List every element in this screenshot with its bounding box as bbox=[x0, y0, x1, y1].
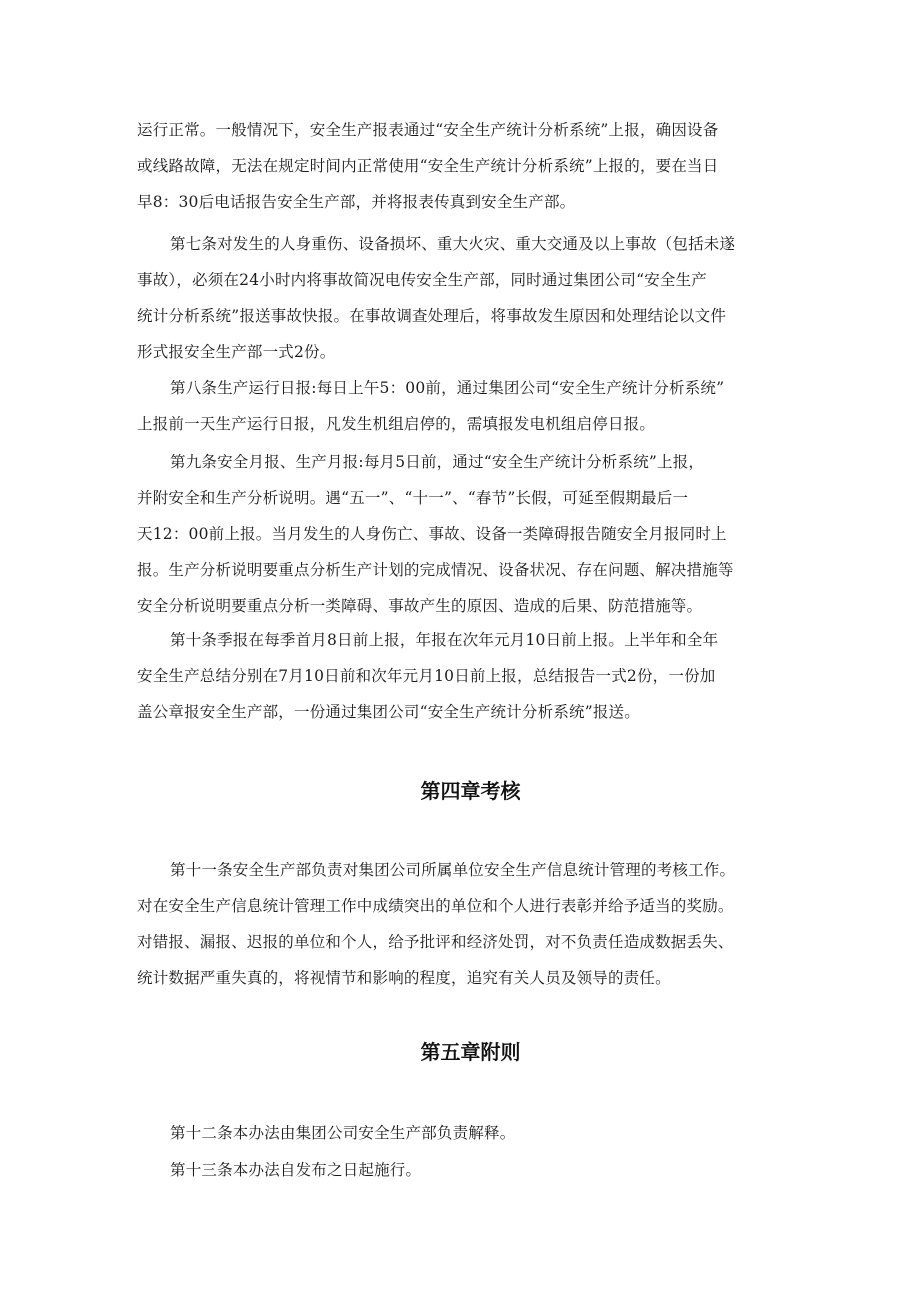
paragraph-article-6-continued bbox=[137, 112, 804, 220]
text-line: 第十二条本办法由集团公司安全生产部负责解释。 bbox=[170, 1124, 516, 1142]
text-line: 对错报、漏报、迟报的单位和个人，给予批评和经济处罚，对不负责任造成数据丢失、 bbox=[137, 933, 734, 951]
chapter-5-heading: 第五章附则 bbox=[420, 1040, 521, 1064]
text-line: 统计分析系统”报送事故快报。在事故调查处理后，将事故发生原因和处理结论以文件 bbox=[137, 307, 727, 325]
text-line: 第八条生产运行日报:每日上午5：00前，通过集团公司“安全生产统计分析系统” bbox=[170, 379, 725, 397]
text-line: 第十一条安全生产部负责对集团公司所属单位安全生产信息统计管理的考核工作。 bbox=[170, 861, 736, 879]
text-line: 第十条季报在每季首月8日前上报，年报在次年元月10日前上报。上半年和全年 bbox=[170, 631, 719, 649]
paragraph-article-7 bbox=[137, 226, 804, 370]
text-line: 早8：30后电话报告安全生产部，并将报表传真到安全生产部。 bbox=[137, 193, 576, 211]
text-line: 并附安全和生产分析说明。遇“五一”、“十一”、“春节”长假，可延至假期最后一 bbox=[137, 489, 689, 507]
text-line: 天12：00前上报。当月发生的人身伤亡、事故、设备一类障碍报告随安全月报同时上 bbox=[137, 525, 727, 543]
paragraph-article-9 bbox=[137, 444, 804, 624]
paragraph-article-11 bbox=[137, 852, 804, 996]
paragraph-article-10 bbox=[137, 622, 804, 730]
text-line: 第九条安全月报、生产月报:每月5日前，通过“安全生产统计分析系统”上报， bbox=[170, 453, 705, 471]
paragraph-article-12 bbox=[137, 1115, 804, 1151]
text-line: 统计数据严重失真的，将视情节和影响的程度，追究有关人员及领导的责任。 bbox=[137, 969, 671, 987]
text-line: 第七条对发生的人身重伤、设备损坏、重大火灾、重大交通及以上事故（包括未遂 bbox=[170, 235, 736, 253]
text-line: 或线路故障，无法在规定时间内正常使用“安全生产统计分析系统”上报的，要在当日 bbox=[137, 157, 719, 175]
text-line: 运行正常。一般情况下，安全生产报表通过“安全生产统计分析系统”上报，确因设备 bbox=[137, 121, 719, 139]
text-line: 形式报安全生产部一式2份。 bbox=[137, 343, 336, 361]
paragraph-article-8 bbox=[137, 370, 804, 442]
text-line: 事故），必须在24小时内将事故简况电传安全生产部，同时通过集团公司“安全生产 bbox=[137, 271, 707, 289]
paragraph-article-13 bbox=[137, 1152, 804, 1188]
text-line: 第十三条本办法自发布之日起施行。 bbox=[170, 1161, 422, 1179]
text-line: 上报前一天生产运行日报，凡发生机组启停的，需填报发电机组启停日报。 bbox=[137, 415, 656, 433]
text-line: 盖公章报安全生产部，一份通过集团公司“安全生产统计分析系统”报送。 bbox=[137, 703, 640, 721]
text-line: 对在安全生产信息统计管理工作中成绩突出的单位和个人进行表彰并给予适当的奖励。 bbox=[137, 897, 734, 915]
chapter-4-heading: 第四章考核 bbox=[420, 779, 521, 803]
text-line: 报。生产分析说明要重点分析生产计划的完成情况、设备状况、存在问题、解决措施等 bbox=[137, 561, 734, 579]
text-line: 安全分析说明要重点分析一类障碍、事故产生的原因、造成的后果、防范措施等。 bbox=[137, 597, 703, 615]
text-line: 安全生产总结分别在7月10日前和次年元月10日前上报，总结报告一式2份，一份加 bbox=[137, 667, 716, 685]
